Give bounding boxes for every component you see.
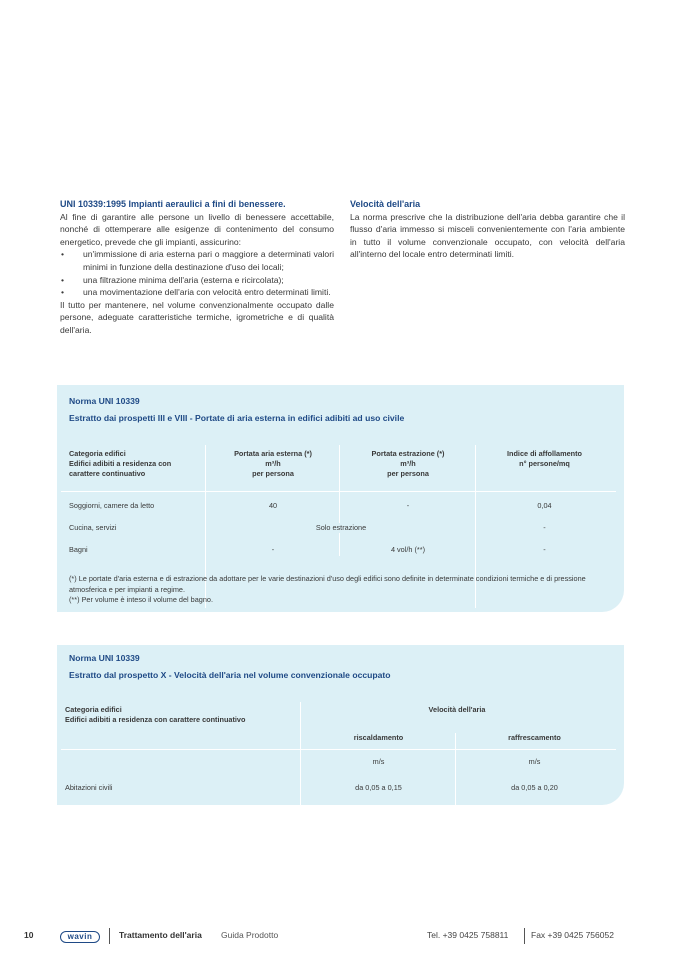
wavin-logo: wavin <box>60 931 100 943</box>
table-row-cell: - <box>406 501 410 510</box>
table-row-cell: Soggiorni, camere da letto <box>69 501 155 510</box>
table-row-cell-merged: Solo estrazione <box>207 523 475 533</box>
fax-number: Fax +39 0425 756052 <box>531 930 614 940</box>
panel-norm-label: Norma UNI 10339 <box>69 396 140 406</box>
table-row-cell: 40 <box>268 501 278 510</box>
header-category: Categoria edifici Edifici adibiti a residenza con carattere continuativo <box>65 705 246 724</box>
unit-cooling: m/s <box>528 757 541 766</box>
table-row-cell: - <box>543 523 546 532</box>
header-occupancy: Indice di affollamento n° persone/mq <box>506 449 582 468</box>
table-row-cell: da 0,05 a 0,15 <box>355 783 402 792</box>
panel-title: Estratto dal prospetto X - Velocità dell'aria nel volume convenzionale occupato <box>69 670 391 680</box>
air-velocity-column <box>350 198 625 261</box>
table-row-cell: 0,04 <box>537 501 552 510</box>
header-cooling: raffrescamento <box>508 733 561 742</box>
table-row-cell: Abitazioni civili <box>65 783 113 792</box>
intro-heading: UNI 10339:1995 Impianti aeraulici a fini di benessere. <box>60 199 286 209</box>
air-velocity-text: La norma prescrive che la distribuzione dell'aria debba garantire che il flusso d'aria immesso si misceli convenientemente con l'aria ambiente in tutto il volume convenzionale occupato, con velocità dell'aria all'interno del locale entro determinati limiti. <box>350 211 625 260</box>
conclusion-text: Il tutto per mantenere, nel volume convenzionalmente occupato dalle persone, adeguate caratteristiche termiche, igrometriche e di qualità dell'aria. <box>60 299 334 335</box>
table-panel-air-velocity <box>57 645 624 805</box>
section-title: Trattamento dell'aria <box>119 930 202 940</box>
table-row-cell: Cucina, servizi <box>69 523 117 532</box>
header-air-velocity: Velocità dell'aria <box>428 705 486 714</box>
panel-title: Estratto dai prospetti III e VIII - Portate di aria esterna in edifici adibiti ad uso civile <box>69 413 405 423</box>
list-item: • una movimentazione dell'aria con velocità entro determinati limiti. <box>60 286 334 299</box>
page-footer <box>0 930 678 946</box>
table-row-cell: da 0,05 a 0,20 <box>511 783 558 792</box>
unit-heating: m/s <box>372 757 385 766</box>
footnote: (**) Per volume è inteso il volume del bagno. <box>69 595 213 604</box>
table-panel-airflow <box>57 385 624 612</box>
requirements-list <box>60 248 334 298</box>
list-item: • un'immissione di aria esterna pari o maggiore a determinati valori minimi in funzione della destinazione d'uso dei locali; <box>60 248 334 273</box>
air-velocity-heading: Velocità dell'aria <box>350 199 421 209</box>
header-extraction: Portata estrazione (*) m³/h per persona <box>371 449 445 478</box>
section-subtitle: Guida Prodotto <box>221 930 279 940</box>
intro-column <box>60 198 334 337</box>
table-row-cell: - <box>271 545 275 554</box>
table-row-cell: - <box>543 545 546 554</box>
panel-norm-label: Norma UNI 10339 <box>69 653 140 663</box>
list-item: • una filtrazione minima dell'aria (esterna e ricircolata); <box>60 274 334 287</box>
table-row-cell: 4 vol/h (**) <box>390 545 426 554</box>
page-number: 10 <box>24 930 34 940</box>
intro-text: Al fine di garantire alle persone un livello di benessere accettabile, nonché di ottemperare alle esigenze di contenimento del consumo energetico, prevede che gli impianti, assicurino: <box>60 211 334 247</box>
phone-number: Tel. +39 0425 758811 <box>427 930 509 940</box>
header-category: Categoria edifici Edifici adibiti a residenza con carattere continuativo <box>69 449 172 478</box>
footnote: (*) Le portate d'aria esterna e di estrazione da adottare per le varie destinazioni d'uso degli edifici sono definite in determinate condizioni termiche e di pressione atmosferica e per impianti a regime. <box>69 574 586 594</box>
table-row-cell: Bagni <box>69 545 88 554</box>
header-heating: riscaldamento <box>353 733 404 742</box>
header-outdoor-air: Portata aria esterna (*) m³/h per persona <box>234 449 312 478</box>
